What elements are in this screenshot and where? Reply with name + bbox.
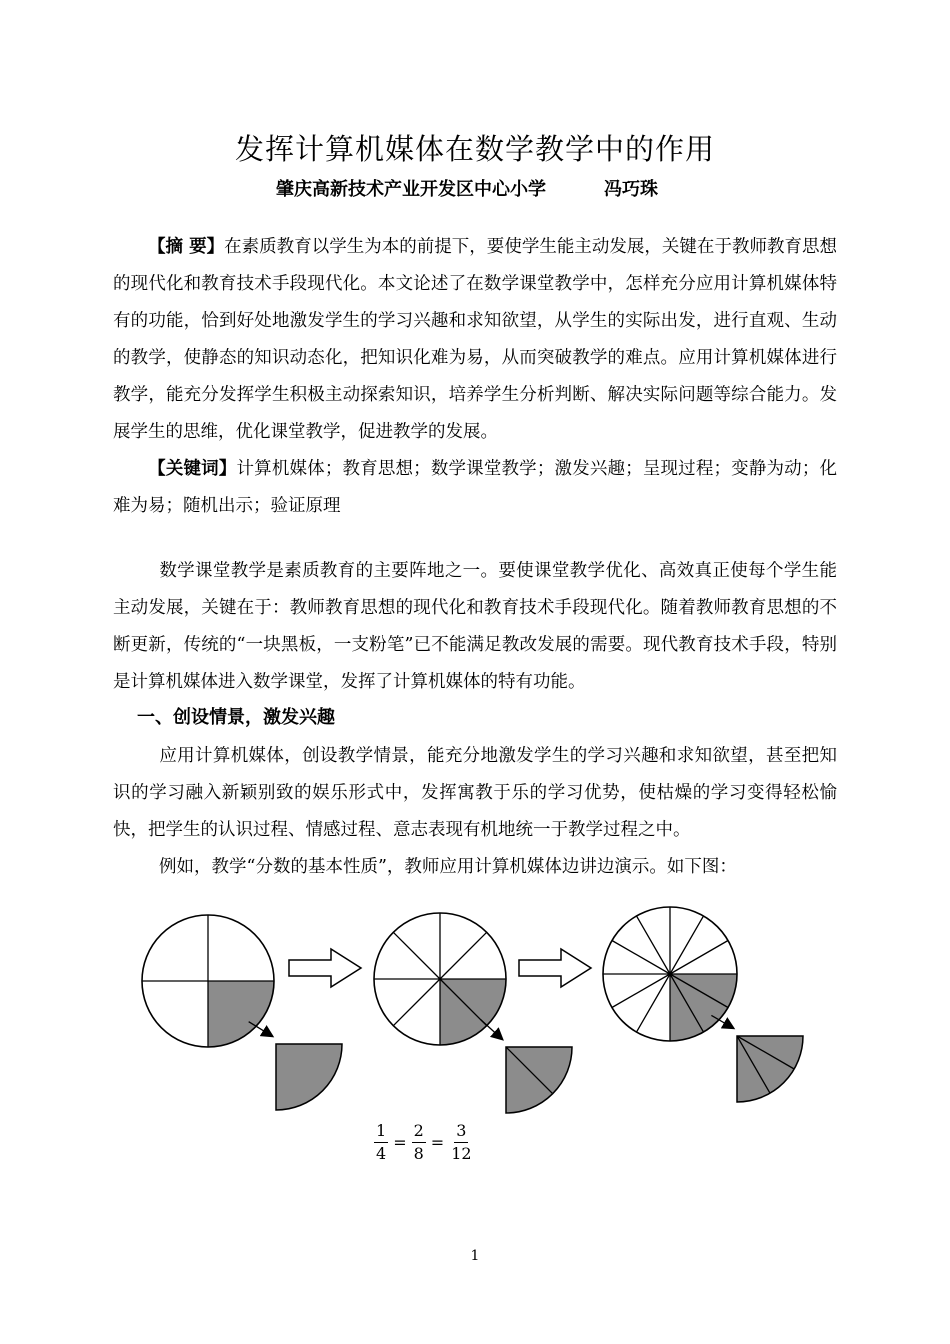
abstract-label: 【摘 要】 xyxy=(148,237,225,257)
pie-divider-line xyxy=(670,916,704,974)
author-name: 冯巧珠 xyxy=(604,179,658,200)
fraction-denominator: 8 xyxy=(413,1144,424,1163)
keywords-text: 计算机媒体；教育思想；数学课堂教学；激发兴趣；呈现过程；变静为动；化难为易；随机出示；验证原理 xyxy=(113,459,837,516)
author-school: 肇庆高新技术产业开发区中心小学 xyxy=(276,179,546,200)
keywords-label: 【关键词】 xyxy=(148,459,237,479)
shaded-sector xyxy=(208,981,274,1047)
pie-divider-line xyxy=(637,916,671,974)
pie-divider-line xyxy=(612,974,670,1008)
fraction-numerator: 2 xyxy=(412,1120,426,1143)
pie-divider-line xyxy=(393,932,440,979)
fraction-numerator: 3 xyxy=(454,1120,468,1143)
pie-divider-line xyxy=(440,932,487,979)
abstract-text: 在素质教育以学生为本的前提下，要使学生能主动发展，关键在于教师教育思想的现代化和教育技术手段现代化。本文论述了在数学课堂教学中，怎样充分应用计算机媒体特有的功能，恰到好处地激发学生的学习兴趣和求知欲望，从学生的实际出发，进行直观、生动的教学，使静态的知识动态化，把知识化难为易，从而突破教学的难点。应用计算机媒体进行教学，能充分发挥学生积极主动探索知识，培养学生分析判断、解决实际问题等综合能力。发展学生的思维，优化课堂教学，促进教学的发展。 xyxy=(113,237,837,442)
fraction-numerator: 1 xyxy=(374,1120,388,1143)
pie-divider-line xyxy=(637,974,671,1032)
page-number: 1 xyxy=(470,1248,480,1264)
intro-text: 数学课堂教学是素质教育的主要阵地之一。要使课堂教学优化、高效真正使每个学生能主动发展，关键在于：教师教育思想的现代化和教育技术手段现代化。随着教师教育思想的不断更新，传统的“一块黑板，一支粉笔”已不能满足教改发展的需要。现代教育技术手段，特别是计算机媒体进入数学课堂，发挥了计算机媒体的特有功能。 xyxy=(113,561,837,692)
block-arrow xyxy=(519,949,591,987)
pie-divider-line xyxy=(670,941,728,975)
fraction-2-8 xyxy=(412,1120,426,1165)
extracted-quarter xyxy=(276,1044,342,1110)
fraction-1-4 xyxy=(374,1120,388,1165)
section-text-2: 例如，教学“分数的基本性质”，教师应用计算机媒体边讲边演示。如下图： xyxy=(159,857,737,877)
pie-divider-line xyxy=(612,941,670,975)
fraction-equation xyxy=(372,1120,476,1165)
equals-sign: = xyxy=(393,1133,407,1152)
fraction-3-12 xyxy=(449,1120,473,1165)
document-title: 发挥计算机媒体在数学教学中的作用 xyxy=(234,132,715,166)
section-heading: 一、创设情景，激发兴趣 xyxy=(137,707,335,728)
fraction-denominator: 4 xyxy=(376,1144,387,1163)
section-text-1: 应用计算机媒体，创设教学情景，能充分地激发学生的学习兴趣和求知欲望，甚至把知识的学习融入新颖别致的娱乐形式中，发挥寓教于乐的学习优势，使枯燥的学习变得轻松愉快，把学生的认识过程、情感过程、意志表现有机地统一于教学过程之中。 xyxy=(113,746,837,840)
pie-divider-line xyxy=(393,979,440,1026)
equals-sign: = xyxy=(430,1133,445,1152)
fraction-denominator: 12 xyxy=(451,1144,472,1163)
block-arrow xyxy=(289,949,361,987)
